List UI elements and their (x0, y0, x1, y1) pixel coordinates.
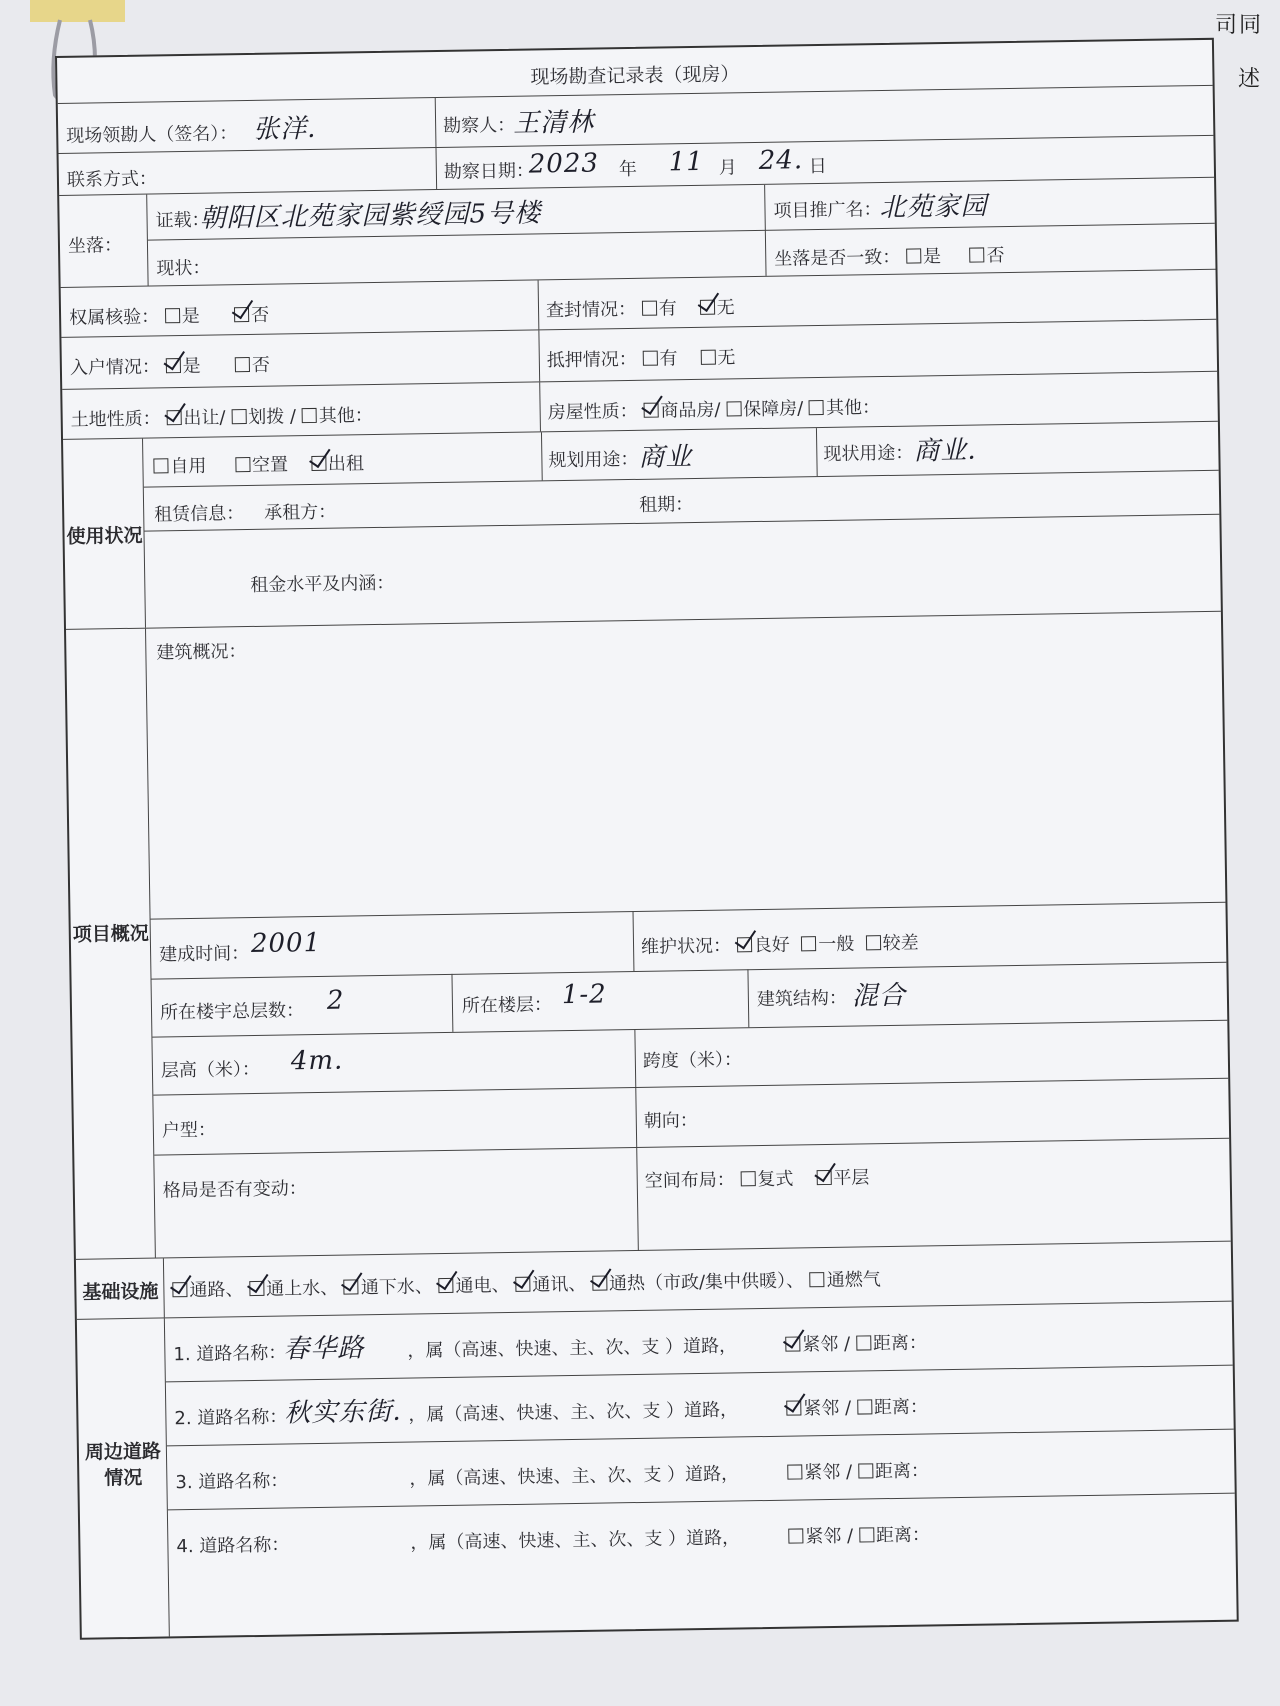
land-other: 其他： (318, 405, 373, 427)
mortgage-label: 抵押情况： (546, 348, 638, 372)
entry-field (70, 351, 270, 380)
inspection-form (55, 38, 1239, 1640)
type-label: 户型： (161, 1119, 217, 1142)
road-adjacency (787, 1456, 929, 1484)
planned-value: 商业 (638, 442, 693, 473)
lease-label: 租赁信息： (154, 503, 245, 526)
mortgage-field (547, 343, 736, 372)
cert-address: 朝阳区北苑家园紫绶园5号楼 (199, 198, 542, 234)
road-label: 1. 道路名称： (173, 1342, 287, 1366)
house-field (547, 393, 880, 424)
distance-label: 距离： (873, 1396, 929, 1419)
maint-avg: 一般 (818, 933, 855, 956)
infra-power: 通电、 (455, 1275, 510, 1297)
space-label: 空间布局： (644, 1169, 735, 1192)
current-label: 现状： (156, 257, 211, 280)
self-use-checkbox[interactable] (153, 458, 168, 473)
entry-no-checkbox[interactable] (235, 357, 250, 372)
span-label: 跨度（米）： (642, 1049, 743, 1072)
distance-label: 距离： (875, 1524, 931, 1547)
distance-label: 距离： (872, 1332, 928, 1355)
telecom-checkbox[interactable] (515, 1277, 530, 1292)
infra-telecom: 通讯、 (532, 1273, 587, 1296)
project-section: 项目概况 (72, 922, 149, 946)
seal-field (546, 293, 735, 322)
cert-label: 证载： (155, 209, 210, 232)
distance-label: 距离： (874, 1460, 930, 1483)
consistent-yes-checkbox[interactable] (906, 248, 921, 263)
infra-road: 通路、 (189, 1279, 244, 1302)
roads-list (165, 1302, 1237, 1637)
adjacent-label: 紧邻 / (805, 1525, 854, 1548)
distance-checkbox[interactable] (856, 1335, 871, 1350)
infra-options (172, 1265, 881, 1302)
overview-label: 建筑概况： (156, 641, 247, 664)
distance-checkbox[interactable] (857, 1399, 872, 1414)
built-value: 2001 (250, 927, 322, 960)
inspector-value: 王清林 (512, 107, 595, 139)
seal-label: 查封情况： (545, 298, 637, 322)
land-transfer-checkbox[interactable] (166, 410, 181, 425)
location-section: 坐落： (67, 234, 123, 257)
maint-poor: 较差 (882, 932, 919, 955)
seal-yes-checkbox[interactable] (642, 301, 657, 316)
year-word: 年 (618, 158, 638, 181)
land-alloc: 划拨 / (248, 406, 297, 429)
space-flat: 平层 (833, 1167, 870, 1189)
floors-label: 所在楼宇总层数： (159, 1000, 305, 1024)
vacant-checkbox[interactable] (235, 457, 250, 472)
ownership-yes-checkbox[interactable] (165, 308, 180, 323)
roads-section: 周边道路情况 (84, 1440, 162, 1490)
rented-checkbox[interactable] (311, 456, 326, 471)
form-title: 现场勘查记录表（现房） (530, 63, 740, 89)
maint-good-checkbox[interactable] (737, 937, 752, 952)
adjacent-label: 紧邻 / (803, 1397, 852, 1420)
house-afford: 保障房/ (743, 398, 804, 421)
road-class: ，属（高速、快速、主、次、支 ）道路， (410, 1527, 741, 1554)
height-label: 层高（米）： (160, 1058, 261, 1082)
project-block (66, 612, 1231, 1260)
adjacent-checkbox[interactable] (787, 1464, 802, 1479)
road-checkbox[interactable] (172, 1282, 187, 1297)
struct-value: 混合 (851, 980, 907, 1012)
house-afford-checkbox[interactable] (726, 401, 741, 416)
mortgage-no: 无 (717, 347, 736, 369)
current-use-label: 现状用途： (823, 442, 914, 465)
side-text-top: 司同 (1215, 13, 1264, 38)
water-down-checkbox[interactable] (344, 1279, 359, 1294)
adjacent-checkbox[interactable] (786, 1400, 801, 1415)
house-other: 其他： (825, 397, 881, 419)
infra-water-down: 通下水、 (360, 1276, 434, 1299)
entry-label: 入户情况： (69, 356, 161, 379)
mortgage-yes-checkbox[interactable] (642, 351, 657, 366)
road-label: 2. 道路名称： (174, 1406, 288, 1430)
distance-checkbox[interactable] (858, 1463, 873, 1478)
land-field (70, 401, 372, 432)
road-adjacency (788, 1520, 930, 1548)
usage-options (153, 449, 364, 478)
orient-label: 朝向： (643, 1110, 698, 1132)
road-class: ，属（高速、快速、主、次、支 ）道路， (407, 1335, 738, 1362)
promo-label: 项目推广名： (773, 199, 882, 222)
term-label: 租期： (638, 494, 694, 516)
entry-yes-checkbox[interactable] (165, 358, 180, 373)
consistent-text: 坐落是否一致： (774, 246, 901, 270)
seal-yes: 有 (658, 298, 677, 320)
location-block (59, 178, 1215, 288)
entry-no: 否 (251, 354, 271, 376)
water-up-checkbox[interactable] (249, 1281, 264, 1296)
floors-value: 2 (326, 985, 345, 1016)
land-other-checkbox[interactable] (302, 408, 317, 423)
adjacent-label: 紧邻 / (804, 1461, 853, 1484)
contact-label: 联系方式： (66, 168, 158, 191)
inspector-label: 勘察人： (442, 114, 516, 137)
maint-label: 维护状况： (640, 935, 732, 958)
current-use-value: 商业. (913, 435, 977, 467)
space-duplex: 复式 (757, 1168, 794, 1191)
maint-poor-checkbox[interactable] (866, 935, 881, 950)
vacant: 空置 (251, 454, 289, 476)
mortgage-no-checkbox[interactable] (700, 350, 715, 365)
date-month: 11 (668, 146, 705, 178)
maint-field (641, 929, 919, 959)
road-adjacency (786, 1392, 928, 1420)
road-class: ，属（高速、快速、主、次、支 ）道路， (409, 1463, 740, 1490)
side-text-mid: 述 (1238, 67, 1263, 92)
maint-good: 良好 (753, 934, 790, 957)
road-name: 秋实东街. (284, 1396, 402, 1429)
ownership-label: 权属核验： (68, 306, 160, 329)
usage-block (63, 422, 1221, 630)
infra-heat: 通热（市政/集中供暖）、 (608, 1270, 805, 1295)
seal-no: 无 (716, 297, 735, 319)
space-field (645, 1163, 870, 1193)
space-duplex-checkbox[interactable] (740, 1171, 755, 1186)
ownership-field (69, 301, 269, 330)
day-word: 日 (808, 155, 827, 178)
land-label: 土地性质： (70, 408, 161, 431)
struct-label: 建筑结构： (756, 987, 848, 1011)
ownership-yes: 是 (181, 305, 201, 328)
maint-avg-checkbox[interactable] (801, 936, 816, 951)
seal-no-checkbox[interactable] (700, 300, 715, 315)
land-alloc-checkbox[interactable] (231, 409, 246, 424)
consistent-no: 否 (986, 245, 1005, 267)
height-value: 4m. (290, 1045, 344, 1077)
lead-signature: 张洋. (252, 113, 317, 145)
road-label: 4. 道路名称： (176, 1534, 290, 1558)
road-name: 春华路 (283, 1333, 365, 1365)
rent-label: 租金水平及内涵： (250, 572, 395, 596)
land-transfer: 出让/ (183, 407, 226, 430)
date-day: 24. (758, 145, 804, 176)
gas-checkbox[interactable] (810, 1272, 825, 1287)
house-other-checkbox[interactable] (809, 400, 824, 415)
infra-gas: 通燃气 (826, 1269, 881, 1292)
adjacent-checkbox[interactable] (788, 1528, 803, 1543)
road-label: 3. 道路名称： (175, 1470, 289, 1494)
roads-block (77, 1302, 1237, 1638)
road-adjacency (785, 1328, 927, 1356)
consistent-no-checkbox[interactable] (969, 247, 984, 262)
tenant-label: 承租方： (264, 501, 337, 524)
usage-section: 使用状况 (66, 524, 143, 548)
lead-label: 现场领勘人（签名）： (66, 123, 238, 147)
adjacent-label: 紧邻 / (802, 1333, 851, 1356)
house-label: 房屋性质： (547, 400, 638, 424)
ownership-no-checkbox[interactable] (234, 307, 249, 322)
planned-label: 规划用途： (548, 448, 639, 472)
house-commercial-checkbox[interactable] (643, 403, 658, 418)
ownership-no: 否 (251, 304, 270, 326)
promo-value: 北苑家园 (879, 191, 988, 224)
mortgage-yes: 有 (659, 348, 678, 370)
rented: 出租 (327, 453, 365, 475)
house-commercial: 商品房/ (660, 399, 721, 422)
built-label: 建成时间： (158, 943, 250, 966)
month-word: 月 (718, 157, 738, 179)
self-use: 自用 (170, 455, 207, 478)
entry-yes: 是 (182, 355, 201, 378)
date-year: 2023 (528, 148, 600, 180)
adjacent-checkbox[interactable] (785, 1336, 800, 1351)
heat-checkbox[interactable] (592, 1275, 607, 1290)
road-class: ，属（高速、快速、主、次、支 ）道路， (408, 1399, 739, 1426)
date-label: 勘察日期： (443, 160, 535, 183)
floor-value: 1-2 (561, 979, 607, 1011)
consistent-yes: 是 (922, 246, 942, 268)
floor-label: 所在楼层： (461, 994, 553, 1017)
consistent-label (774, 241, 1005, 271)
layout-label: 格局是否有变动： (162, 1178, 307, 1202)
space-flat-checkbox[interactable] (816, 1170, 831, 1185)
distance-checkbox[interactable] (859, 1527, 874, 1542)
infra-water-up: 通上水、 (265, 1277, 339, 1300)
infra-section: 基础设施 (82, 1280, 159, 1304)
power-checkbox[interactable] (438, 1278, 453, 1293)
